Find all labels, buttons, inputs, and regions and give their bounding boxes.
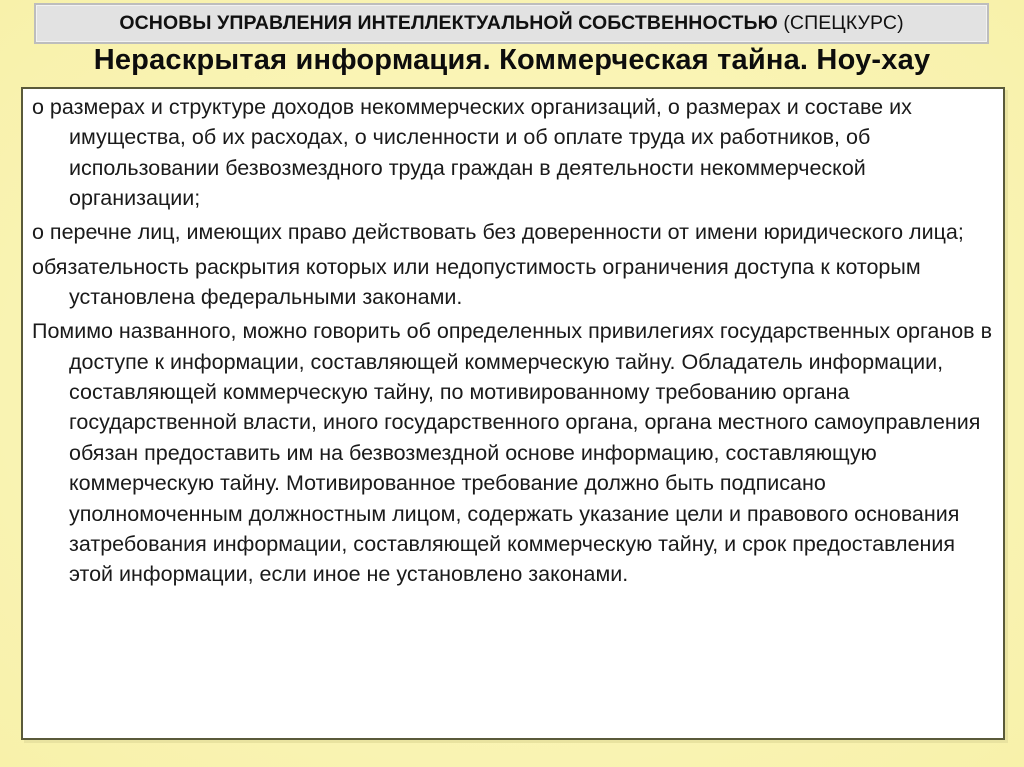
course-title-main: ОСНОВЫ УПРАВЛЕНИЯ ИНТЕЛЛЕКТУАЛЬНОЙ СОБСТВЕННОСТЬЮ bbox=[119, 12, 778, 34]
course-title bbox=[119, 12, 903, 35]
paragraph-state-privileges: Помимо названного, можно говорить об определенных привилегиях государственных органов в доступе к информации, составляющей коммерческую тайну. Обладатель информации, составляющей коммерческую тайну, по мотивированному требованию органа государственной власти, иного государственного органа, органа местного самоуправления обязан предоставить им на безвозмездной основе информацию, составляющую коммерческую тайну. Мотивированное требование должно быть подписано уполномоченным должностным лицом, содержать указание цели и правового основания затребования информации, составляющей коммерческую тайну, и срок предоставления этой информации, если иное не установлено законами. bbox=[32, 319, 992, 587]
paragraph-nonprofit-income: о размерах и структуре доходов некоммерческих организаций, о размерах и составе их имущества, об их расходах, о численности и об оплате труда их работников, об использовании безвозмездного труда граждан в деятельности некоммерческой организации; bbox=[32, 95, 912, 211]
paragraph-authorized-persons: о перечне лиц, имеющих право действовать без доверенности от имени юридического лица; bbox=[32, 220, 964, 245]
paragraph-mandatory-disclosure: обязательность раскрытия которых или недопустимость ограничения доступа к которым установлена федеральными законами. bbox=[32, 254, 921, 310]
slide-title: Нераскрытая информация. Коммерческая тайна. Ноу-хау bbox=[93, 44, 931, 76]
course-header bbox=[34, 3, 989, 44]
content-box bbox=[21, 87, 1005, 740]
course-title-suffix: (СПЕЦКУРС) bbox=[777, 12, 904, 34]
